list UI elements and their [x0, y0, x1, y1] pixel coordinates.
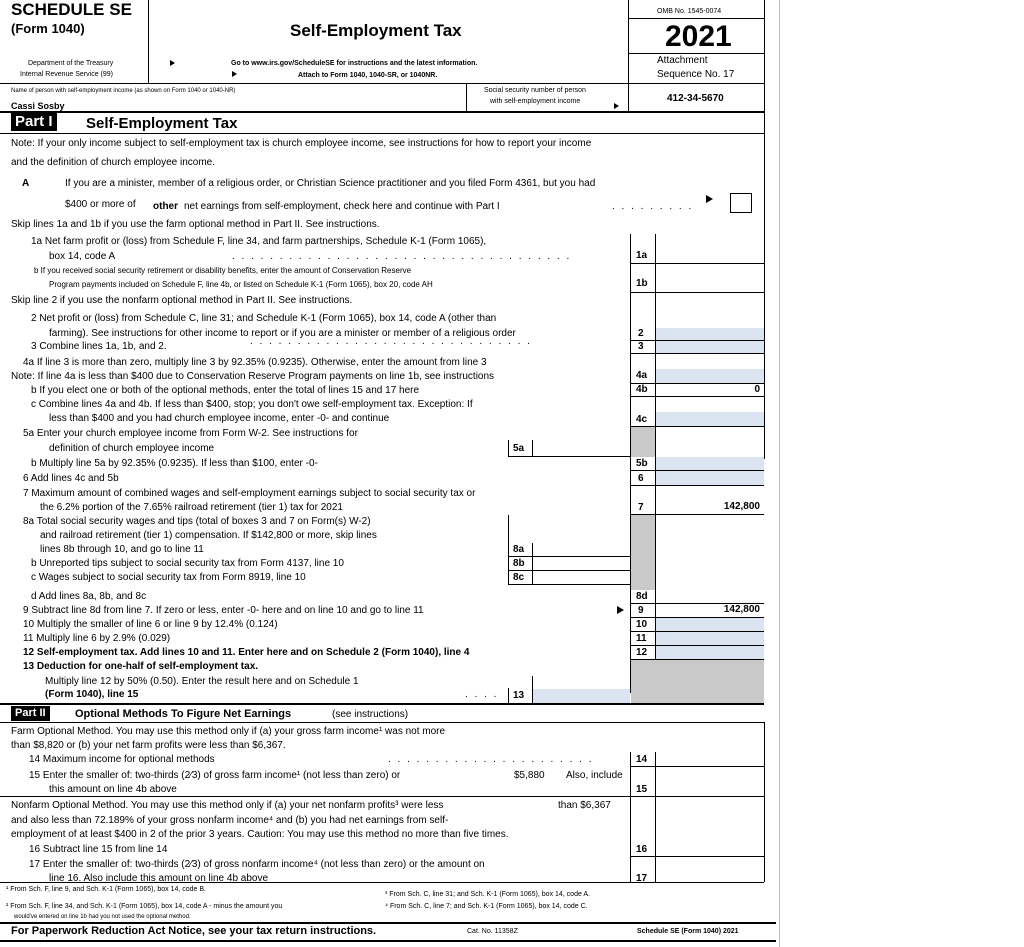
part2-title-suffix: (see instructions) [332, 709, 409, 720]
line-1a-text-2: box 14, code A [49, 251, 116, 262]
line-11-field[interactable] [656, 632, 764, 645]
right-margin-area [779, 0, 1024, 947]
attach-instructions: Attach to Form 1040, 1040-SR, or 1040NR. [298, 72, 438, 79]
omb-number: OMB No. 1545-0074 [657, 8, 722, 15]
line-13-field[interactable] [533, 689, 630, 703]
line-4c-text-2: less than $400 and you had church employee income, enter -0- and continue [49, 413, 390, 424]
name-label: Name of person with self-employment income (as shown on Form 1040 or 1040-NR) [11, 88, 236, 94]
line-8a-label: 8a [513, 544, 525, 555]
paperwork-notice: For Paperwork Reduction Act Notice, see your tax return instructions. [11, 925, 377, 937]
line-5b-field[interactable] [656, 457, 764, 470]
line-5a-text: 5a Enter your church employee income from Form W-2. See instructions for [23, 428, 358, 439]
footnote-2: ² From Sch. F, line 34, and Sch. K-1 (Form 1065), box 14, code A - minus the amount you [6, 903, 283, 910]
line-4b-text: b If you elect one or both of the optional methods, enter the total of lines 15 and 17 here [31, 385, 420, 396]
part1-note: Note: If your only income subject to self-employment tax is church employee income, see instructions for how to report your income [11, 138, 592, 149]
line-a-text-2: $400 or more of [65, 199, 136, 210]
form-title: Self-Employment Tax [290, 21, 462, 40]
line-17-field[interactable] [656, 868, 764, 882]
dept-treasury: Department of the Treasury [28, 60, 114, 67]
form-number: (Form 1040) [11, 21, 85, 36]
footnote-2b: would've entered on line 1b had you not used the optional method. [14, 914, 191, 920]
line-10-label: 10 [636, 619, 648, 630]
footnote-3: ³ From Sch. C, line 31; and Sch. K-1 (Form 1065), box 14, code A. [385, 891, 591, 898]
schedule-se-form: SCHEDULE SE (Form 1040) Department of the Treasury Internal Revenue Service (99) Self-Employment Tax Go to www.irs.gov/ScheduleSE for instructions and the latest information. Attach to Form 1040, 1040-SR, or 1040NR. OMB No. 1545-0074 2021 Attachment Sequence No. 17 Name of person with self-employment income (as shown on Form 1040 or 1040-NR) Cassi Sosby Social security number of person with self-employment income 412-34-5670 Part I Self-Employment Tax Note: If your only income subject to self-employment tax is church employee income, see instructions for how to report your income and the definition of church employee income. A If you are a minister, member of a religious order, or Christian Science practitioner and you filed Form 4361, but you had $400 or more of other net earnings from self-employment, check here and continue with Part I . . . . . . . . . Skip lines 1a and 1b if you use the farm optional method in Part II. See instructions. 1a Net farm profit or (loss) from Schedule F, line 34, and farm partnerships, Schedule K-1 (Form 1065), box 14, code A . . . . . . . . . . . . . . . . . . . . . . . . . . . . . . . . . . . . 1a b If you received social security retirement or disability benefits, enter the amount of Conservation Reserve Program payments included on Schedule F, line 4b, or listed on Schedule K-1 (Form 1065), box 20, code AH 1b Skip line 2 if you use the nonfarm optional method in Part II. See instructions. 2 Net profit or (loss) from Schedule C, line 31; and Schedule K-1 (Form 1065), box 14, code A (other than farming). See instructions for other income to report or if you are a minister or member of a religious order 2 3 Combine lines 1a, 1b, and 2. . . . . . . . . . . . . . . . . . . . . . . . . . . . . . . 3 4a If line 3 is more than zero, multiply line 3 by 92.35% (0.9235). Otherwise, enter the amount from line 3 Note: If line 4a is less than $400 due to Conservation Reserve Program payments on line 1b, see instructions 4a b If you elect one or both of the optional methods, enter the total of lines 15 and 17 here 4b 0 c Combine lines 4a and 4b. If less than $400, stop; you don't owe self-employment tax. Exception: If less than $400 and you had church employee income, enter -0- and continue 4c 5a Enter your church employee income from Form W-2. See instructions for definition of church employee income 5a b Multiply line 5a by 92.35% (0.9235). If less than $100, enter -0- 5b 6 Add lines 4c and 5b 6 7 Maximum amount of combined wages and self-employment earnings subject to social security tax or the 6.2% portion of the 7.65% railroad retirement (tier 1) tax for 2021 7 142,800 8a Total social security wages and tips (total of boxes 3 and 7 on Form(s) W-2) and railroad retirement (tier 1) compensation. If $142,800 or more, skip lines lines 8b through 10, and go to line 11 8a b Unreported tips subject to social security tax from Form 4137, line 10 8b c Wages subject to social security tax from Form 8919, line 10 8c d Add lines 8a, 8b, and 8c 8d 9 Subtract line 8d from line 7. If zero or less, enter -0- here and on line 10 and go to line 11 9 142,800 10 Multiply the smaller of line 6 or line 9 by 12.4% (0.124) 10 11 Multiply line 6 by 2.9% (0.029) 11 12 Self-employment tax. Add lines 10 and 11. Enter here and on Schedule 2 (Form 1040), line 4 12 13 Deduction for one-half of self-employment tax. Multiply line 12 by 50% (0.50). Enter the result here and on Schedule 1 (Form 1040), line 15 . . . . 13 Part II Optional Methods To Figure Net Earnings (see instructions) Farm Optional Method. You may use this method only if (a) your gross farm income¹ was not more than $8,820 or (b) your net farm profits were less than $6,367. 14 Maximum income for optional methods . . . . . . . . . . . . . . . . . . . . . . 14 15 Enter the smaller of: two-thirds (2⁄3) of gross farm income¹ (not less than zero) or $5,880 Also, include this amount on line 4b above 15 Nonfarm Optional Method. You may use this method only if (a) your net nonfarm profits³ were less than $6,367 and also less than 72.189% of your gross nonfarm income⁴ and (b) you had net earnings from self- employment of at least $400 in 2 of the prior 3 years. Caution: You may use this method no more than five times. 16 Subtract line 15 from line 14 16 17 Enter the smaller of: two-thirds (2⁄3) of gross nonfarm income⁴ (not less than zero) or the amount on line 16. Also include this amount on line 4b above 17 ¹ From Sch. F, line 9, and Sch. K-1 (Form 1065), box 14, code B. ² From Sch. F, line 34, and Sch. K-1 (Form 1065), box 14, code A - minus the amount you would've entered on line 1b had you not used the optional method. ³ From Sch. C, line 31; and Sch. K-1 (Form 1065), box 14, code A. ⁴ From Sch. C, line 7; and Sch. K-1 (Form 1065), box 14, code C. For Paperwork Reduction Act Notice, see your tax return instructions. Cat. No. 11358Z Schedule SE (Form 1040) 2021 [0, 0, 1024, 947]
arrow-icon [614, 103, 619, 109]
part1-title: Self-Employment Tax [86, 115, 238, 132]
line-8c-label: 8c [513, 572, 525, 583]
line-17-text-2: line 16. Also include this amount on line 4b above [49, 873, 269, 884]
arrow-icon [706, 195, 713, 203]
irs-label: Internal Revenue Service (99) [20, 71, 113, 78]
line-16-text: 16 Subtract line 15 from line 14 [29, 844, 168, 855]
footnote-1: ¹ From Sch. F, line 9, and Sch. K-1 (Form 1065), box 14, code B. [6, 886, 206, 893]
line-13-text: 13 Deduction for one-half of self-employment tax. [23, 661, 259, 672]
nonfarm-method-text-3: employment of at least $400 in 2 of the prior 3 years. Caution: You may use this method no more than five times. [11, 829, 509, 840]
line-15-amount: $5,880 [514, 770, 545, 781]
line-5a-text-2: definition of church employee income [49, 443, 215, 454]
line-8d-label: 8d [636, 591, 648, 602]
line-17-label: 17 [636, 873, 648, 884]
line-4a-field[interactable] [656, 369, 764, 383]
line-8a-text-3: lines 8b through 10, and go to line 11 [40, 544, 204, 555]
line-13-label: 13 [513, 690, 525, 701]
line-14-field[interactable] [656, 753, 764, 766]
line-7-text-2: the 6.2% portion of the 7.65% railroad retirement (tier 1) tax for 2021 [40, 502, 343, 513]
line-5b-label: 5b [636, 458, 648, 469]
line-10-field[interactable] [656, 618, 764, 631]
line-12-text: 12 Self-employment tax. Add lines 10 and 11. Enter here and on Schedule 2 (Form 1040), line 4 [23, 647, 470, 658]
line-4-note: Note: If line 4a is less than $400 due to Conservation Reserve Program payments on line 1b, see instructions [11, 371, 495, 382]
line-4c-label: 4c [636, 414, 648, 425]
line-5b-text: b Multiply line 5a by 92.35% (0.9235). If less than $100, enter -0- [31, 458, 318, 469]
line-10-text: 10 Multiply the smaller of line 6 or line 9 by 12.4% (0.124) [23, 619, 278, 630]
taxpayer-name[interactable]: Cassi Sosby [11, 101, 65, 111]
line-8b-text: b Unreported tips subject to social security tax from Form 4137, line 10 [31, 558, 344, 569]
line-1b-text: b If you received social security retirement or disability benefits, enter the amount of Conservation Reserve [34, 266, 412, 275]
footnote-4: ⁴ From Sch. C, line 7; and Sch. K-1 (Form 1065), box 14, code C. [385, 903, 588, 910]
line-8c-field[interactable] [533, 571, 630, 584]
catalog-number: Cat. No. 11358Z [467, 928, 518, 935]
line-8d-text: d Add lines 8a, 8b, and 8c [31, 591, 147, 602]
ssn-label: Social security number of person [484, 87, 586, 94]
line-4c-field[interactable] [656, 412, 764, 426]
line-1b-text-2: Program payments included on Schedule F, line 4b, or listed on Schedule K-1 (Form 1065), box 20, code AH [49, 280, 433, 289]
line-5a-field[interactable] [533, 440, 630, 456]
line-16-field[interactable] [656, 843, 764, 856]
line-11-text: 11 Multiply line 6 by 2.9% (0.029) [23, 633, 171, 644]
farm-method-text-2: than $8,820 or (b) your net farm profits were less than $6,367. [11, 740, 286, 751]
line-1a-field[interactable] [656, 234, 764, 263]
nonfarm-method-text: Nonfarm Optional Method. You may use this method only if (a) your net nonfarm profits³ were less [11, 800, 444, 811]
tax-year: 2021 [665, 20, 732, 53]
line-8a-field[interactable] [533, 543, 630, 556]
line-3-field[interactable] [656, 341, 764, 353]
line-15-include: Also, include [566, 770, 623, 781]
line-15-field[interactable] [656, 780, 764, 796]
line-8b-field[interactable] [533, 557, 630, 570]
line-7-field[interactable]: 142,800 [723, 501, 760, 512]
line-12-field[interactable] [656, 646, 764, 659]
minister-checkbox[interactable] [730, 193, 752, 213]
line-4b-field[interactable]: 0 [754, 384, 760, 395]
line-2-text: 2 Net profit or (loss) from Schedule C, line 31; and Schedule K-1 (Form 1065), box 14, code A (other than [31, 313, 497, 324]
line-8a-text: 8a Total social security wages and tips (total of boxes 3 and 7 on Form(s) W-2) [23, 516, 371, 527]
line-9-label: 9 [638, 605, 644, 616]
line-4a-text: 4a If line 3 is more than zero, multiply line 3 by 92.35% (0.9235). Otherwise, enter the amount from line 3 [23, 357, 487, 368]
line-3-label: 3 [638, 341, 644, 352]
sequence-number: Sequence No. 17 [657, 69, 735, 80]
line-9-text: 9 Subtract line 8d from line 7. If zero or less, enter -0- here and on line 10 and go to line 11 [23, 605, 424, 616]
schedule-title: SCHEDULE SE [11, 0, 132, 19]
line-17-text: 17 Enter the smaller of: two-thirds (2⁄3) of gross nonfarm income⁴ (not less than zero) or the amount on [29, 859, 485, 870]
line-13-text-3: (Form 1040), line 15 [45, 689, 139, 700]
farm-method-text: Farm Optional Method. You may use this method only if (a) your gross farm income¹ was not more [11, 726, 446, 737]
line-6-text: 6 Add lines 4c and 5b [23, 473, 119, 484]
ssn-label-2: with self-employment income [490, 98, 581, 105]
line-8b-label: 8b [513, 558, 525, 569]
part1-tag: Part I [11, 113, 57, 131]
arrow-icon [232, 71, 237, 77]
line-1a-text: 1a Net farm profit or (loss) from Schedule F, line 34, and farm partnerships, Schedule K-1 (Form 1065), [31, 236, 487, 247]
line-15-label: 15 [636, 784, 648, 795]
line-a-text-3: net earnings from self-employment, check here and continue with Part I [184, 201, 500, 212]
line-4a-label: 4a [636, 370, 648, 381]
form-reference: Schedule SE (Form 1040) 2021 [637, 928, 739, 935]
skip-note-1: Skip lines 1a and 1b if you use the farm optional method in Part II. See instructions. [11, 219, 380, 230]
line-a-label: A [22, 178, 30, 189]
line-6-field[interactable] [656, 471, 764, 485]
arrow-icon [617, 606, 624, 614]
nonfarm-method-text-1b: than $6,367 [558, 800, 611, 811]
part1-note-2: and the definition of church employee income. [11, 157, 216, 168]
line-8d-field[interactable] [656, 590, 764, 603]
line-8a-text-2: and railroad retirement (tier 1) compensation. If $142,800 or more, skip lines [40, 530, 377, 541]
line-1b-field[interactable] [656, 264, 764, 292]
line-16-label: 16 [636, 844, 648, 855]
nonfarm-method-text-2: and also less than 72.189% of your gross nonfarm income⁴ and (b) you had net earnings from self- [11, 815, 449, 826]
line-7-label: 7 [638, 502, 644, 513]
line-2-field[interactable] [656, 328, 764, 340]
line-13-text-2: Multiply line 12 by 50% (0.50). Enter the result here and on Schedule 1 [45, 676, 359, 687]
line-5a-label: 5a [513, 443, 525, 454]
line-15-text: 15 Enter the smaller of: two-thirds (2⁄3) of gross farm income¹ (not less than zero) or [29, 770, 401, 781]
part2-tag: Part II [11, 706, 50, 721]
skip-note-2: Skip line 2 if you use the nonfarm optional method in Part II. See instructions. [11, 295, 353, 306]
line-9-field[interactable]: 142,800 [723, 604, 760, 615]
line-12-label: 12 [636, 647, 648, 658]
line-7-text: 7 Maximum amount of combined wages and self-employment earnings subject to social security tax or [23, 488, 476, 499]
line-2-text-2: farming). See instructions for other income to report or if you are a minister or member of a religious order [49, 328, 516, 339]
line-a-other: other [153, 201, 178, 212]
goto-instructions: Go to www.irs.gov/ScheduleSE for instructions and the latest information. [231, 60, 478, 67]
line-11-label: 11 [636, 633, 647, 644]
line-14-label: 14 [636, 754, 648, 765]
line-3-text: 3 Combine lines 1a, 1b, and 2. [31, 341, 167, 352]
ssn-value[interactable]: 412-34-5670 [667, 93, 724, 104]
line-4c-text: c Combine lines 4a and 4b. If less than $400, stop; you don't owe self-employment tax. Exception: If [31, 399, 473, 410]
line-14-text: 14 Maximum income for optional methods [29, 754, 215, 765]
arrow-icon [170, 60, 175, 66]
line-1a-label: 1a [636, 250, 648, 261]
line-2-label: 2 [638, 328, 644, 339]
line-8c-text: c Wages subject to social security tax from Form 8919, line 10 [31, 572, 306, 583]
part2-title: Optional Methods To Figure Net Earnings [75, 708, 292, 720]
line-6-label: 6 [638, 473, 644, 484]
attachment-label: Attachment [657, 55, 708, 66]
line-a-text: If you are a minister, member of a religious order, or Christian Science practitioner and you filed Form 4361, but you had [65, 178, 596, 189]
line-1b-label: 1b [636, 278, 648, 289]
line-15-text-2: this amount on line 4b above [49, 784, 177, 795]
line-4b-label: 4b [636, 384, 648, 395]
